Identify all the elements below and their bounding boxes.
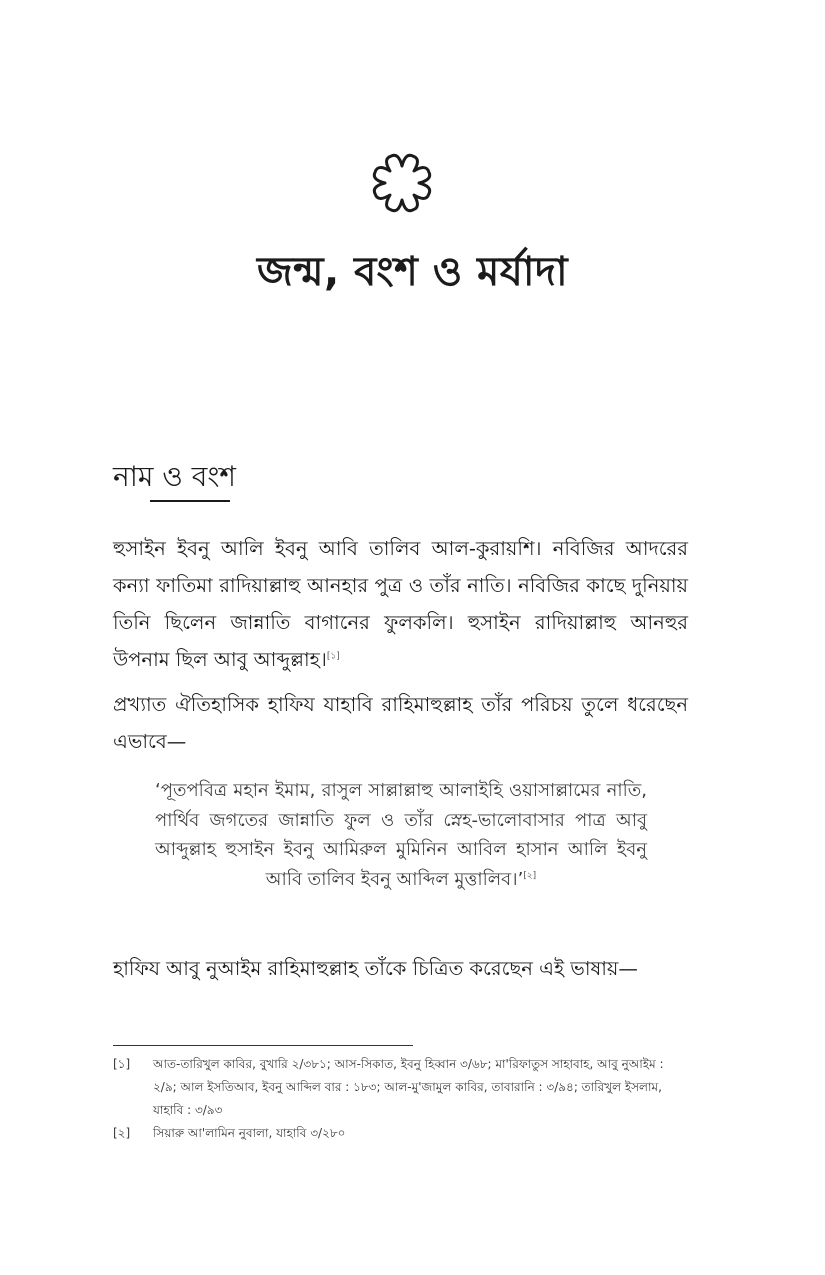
footnote-text: সিয়ারু আ'লামিন নুবালা, যাহাবি ৩/২৮০ bbox=[153, 1126, 346, 1140]
footnote-marker: [২] bbox=[113, 1126, 131, 1140]
footnote-marker: [১] bbox=[113, 1057, 131, 1071]
chapter-title: জন্ম, বংশ ও মর্যাদা bbox=[256, 249, 569, 295]
footnote-reference[interactable]: [১] bbox=[326, 651, 340, 662]
paragraph-name-lineage bbox=[113, 530, 688, 678]
paragraph-abu-nuaim-intro bbox=[113, 950, 688, 987]
footnote-divider bbox=[113, 1045, 413, 1046]
footnote-text: আত-তারিখুল কাবির, বুখারি ২/৩৮১; আস-সিকাত, ইবনু হিব্বান ৩/৬৮; মা'রিফাতুস সাহাবাহ, আবু নুআইম : ২/৯; আল ইসতিআব, ইবনু আব্দিল বার : ১৮৩; আল-মু'জামুল কাবির, তাবারানি : ৩/৯৪; তারিখুল ইসলাম, যাহাবি : ৩/৯৩ bbox=[153, 1057, 664, 1117]
paragraph-text: হাফিয আবু নুআইম রাহিমাহুল্লাহ তাঁকে চিত্রিত করেছেন এই ভাষায়— bbox=[113, 957, 638, 980]
footnote-item bbox=[113, 1053, 688, 1122]
footnote-item bbox=[113, 1122, 688, 1145]
section-heading: নাম ও বংশ bbox=[113, 460, 236, 493]
quote-text: ‘পূতপবিত্র মহান ইমাম, রাসুল সাল্লাল্লাহু আলাইহি ওয়াসাল্লামের নাতি, পার্থিব জগতের জান্নাতি ফুল ও তাঁর স্নেহ-ভালোবাসার পাত্র আবু আব্দুল্লাহ হুসাইন ইবনু আমিরুল মুমিনিন আবিল হাসান আলি ইবনু আবি তালিব ইবনু আব্দিল মুত্তালিব।’ bbox=[155, 780, 647, 890]
section-heading-underline bbox=[150, 500, 230, 502]
block-quote bbox=[155, 776, 647, 894]
paragraph-text: হুসাইন ইবনু আলি ইবনু আবি তালিব আল-কুরায়শি। নবিজির আদরের কন্যা ফাতিমা রাদিয়াল্লাহু আনহার পুত্র ও তাঁর নাতি। নবিজির কাছে দুনিয়ায় তিনি ছিলেন জান্নাতি বাগানের ফুলকলি। হুসাইন রাদিয়াল্লাহু আনহুর উপনাম ছিল আবু আব্দুল্লাহ। bbox=[113, 537, 688, 671]
paragraph-text: প্রখ্যাত ঐতিহাসিক হাফিয যাহাবি রাহিমাহুল্লাহ তাঁর পরিচয় তুলে ধরেছেন এভাবে— bbox=[113, 693, 688, 753]
footnote-reference[interactable]: [২] bbox=[523, 870, 537, 881]
footnotes bbox=[113, 1053, 688, 1145]
paragraph-dhahabi-intro bbox=[113, 686, 688, 760]
eight-point-flower-icon bbox=[369, 150, 435, 216]
